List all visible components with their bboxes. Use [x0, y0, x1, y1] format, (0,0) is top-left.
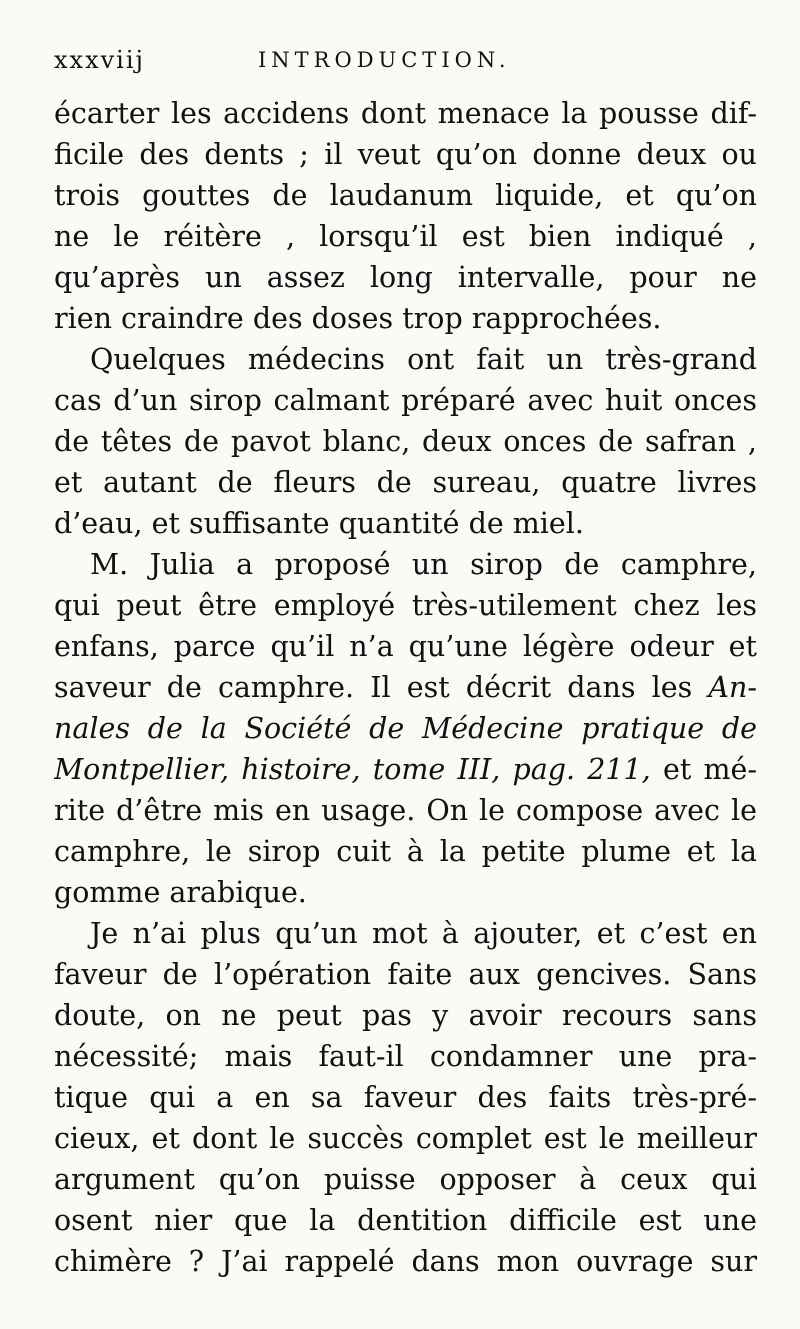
italic-line: nales de la Société de Médecine pratique de	[54, 712, 757, 745]
text-line: faveur de l’opération faite aux gencives. Sans	[54, 958, 757, 991]
italic-segment: Montpellier, histoire, tome III, pag. 211,	[54, 753, 651, 786]
text-line: enfans, parce qu’il n’a qu’une légère odeur et	[54, 630, 757, 663]
text-line: camphre, le sirop cuit à la petite plume et la	[54, 835, 757, 868]
text-line: cas d’un sirop calmant préparé avec huit onces	[54, 384, 757, 417]
text-line: ne le réitère , lorsqu’il est bien indiqué ,	[54, 220, 757, 253]
text-line: d’eau, et suffisante quantité de miel.	[54, 507, 584, 540]
text-line: ficile des dents ; il veut qu’on donne deux ou	[54, 138, 757, 171]
paragraph-start-line: M. Julia a proposé un sirop de camphre,	[90, 548, 757, 581]
text-line: tique qui a en sa faveur des faits très-pré-	[54, 1081, 757, 1114]
body-text	[54, 93, 757, 1282]
text-line: trois gouttes de laudanum liquide, et qu’on	[54, 179, 757, 212]
text-line: cieux, et dont le succès complet est le meilleur	[54, 1122, 757, 1155]
text-line: et autant de fleurs de sureau, quatre livres	[54, 466, 757, 499]
text-line: rien craindre des doses trop rapprochées.	[54, 302, 662, 335]
paragraph-start-line: Quelques médecins ont fait un très-grand	[90, 343, 757, 376]
text-line: écarter les accidens dont menace la pousse dif-	[54, 97, 757, 130]
text-line: gomme arabique.	[54, 876, 307, 909]
italic-segment: An-	[708, 671, 757, 704]
running-title: INTRODUCTION.	[258, 48, 511, 72]
text-line	[54, 749, 757, 790]
text-segment: saveur de camphre. Il est décrit dans les	[54, 671, 709, 704]
paragraph-start-line: Je n’ai plus qu’un mot à ajouter, et c’est en	[90, 917, 757, 950]
text-line: qu’après un assez long intervalle, pour ne	[54, 261, 757, 294]
text-line: rite d’être mis en usage. On le compose avec le	[54, 794, 757, 827]
text-line: nécessité; mais faut-il condamner une pra-	[54, 1040, 757, 1073]
page-header	[54, 46, 754, 86]
text-line: de têtes de pavot blanc, deux onces de safran ,	[54, 425, 757, 458]
text-line: osent nier que la dentition difficile est une	[54, 1204, 757, 1237]
text-line: argument qu’on puisse opposer à ceux qui	[54, 1163, 757, 1196]
text-line: chimère ? J’ai rappelé dans mon ouvrage sur	[54, 1245, 757, 1278]
text-line: qui peut être employé très-utilement chez les	[54, 589, 757, 622]
text-line	[54, 667, 757, 708]
text-segment: et mé-	[650, 753, 757, 786]
text-line: doute, on ne peut pas y avoir recours sans	[54, 999, 757, 1032]
page-number: xxxviij	[54, 46, 145, 74]
